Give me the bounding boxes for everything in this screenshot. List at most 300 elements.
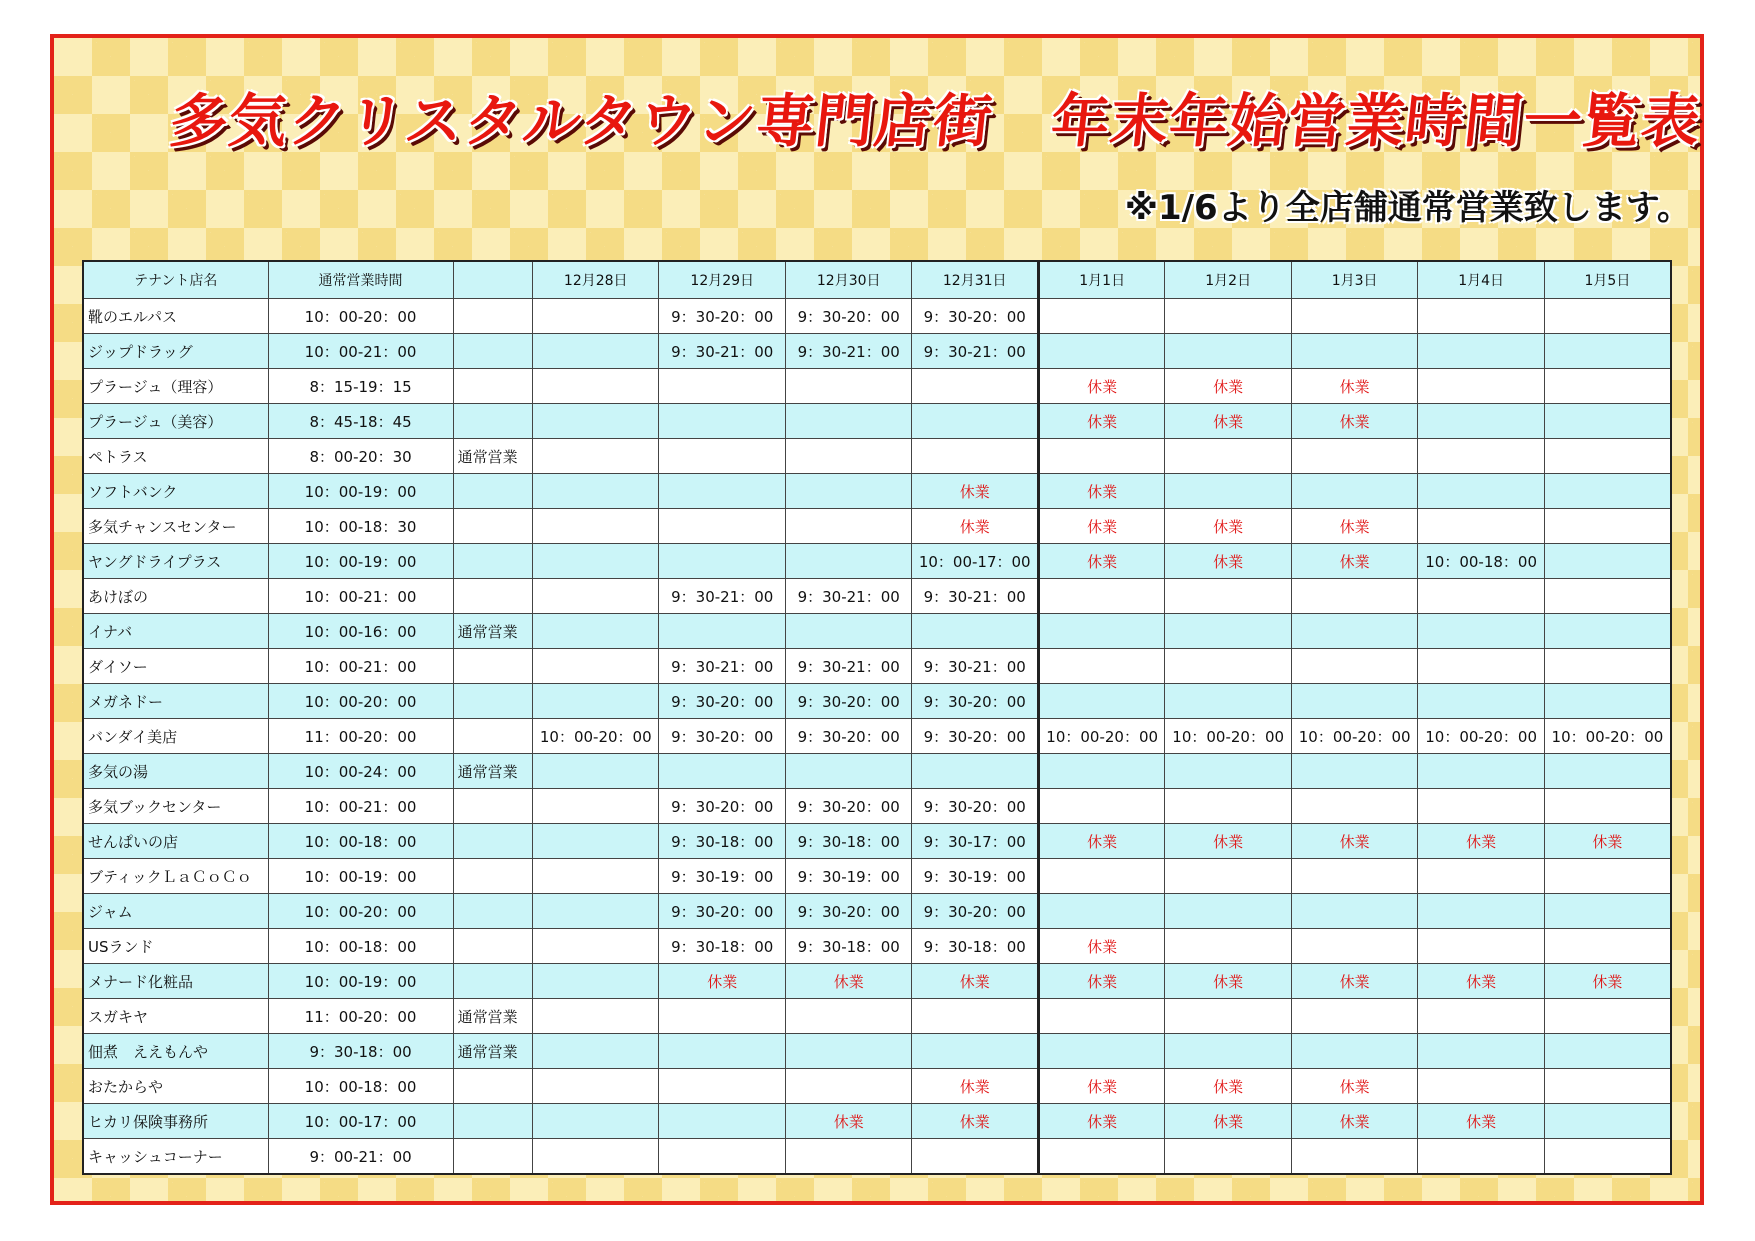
table-row — [83, 1034, 1671, 1069]
note-cell — [453, 369, 532, 404]
day-hours-cell — [1165, 789, 1291, 824]
regular-hours-cell: 10：00-16：00 — [268, 614, 453, 649]
day-hours-cell — [785, 439, 911, 474]
day-hours-cell — [1544, 334, 1671, 369]
day-hours-cell — [533, 439, 659, 474]
day-hours-cell — [912, 1139, 1038, 1175]
regular-hours-cell: 10：00-21：00 — [268, 789, 453, 824]
day-hours-cell: 9：30-19：00 — [659, 859, 785, 894]
day-hours-cell — [1291, 684, 1417, 719]
tenant-name-cell: あけぼの — [83, 579, 268, 614]
day-hours-cell — [1418, 1069, 1544, 1104]
note-cell: 通常営業 — [453, 999, 532, 1034]
day-hours-cell — [1418, 299, 1544, 334]
day-hours-cell — [659, 369, 785, 404]
day-hours-cell — [912, 1034, 1038, 1069]
regular-hours-cell: 10：00-19：00 — [268, 859, 453, 894]
day-hours-cell: 休業 — [1165, 509, 1291, 544]
day-hours-cell: 休業 — [1291, 964, 1417, 999]
day-hours-cell: 9：30-17：00 — [912, 824, 1038, 859]
day-hours-cell: 9：30-20：00 — [785, 894, 911, 929]
day-hours-cell — [1544, 299, 1671, 334]
day-hours-cell — [1544, 474, 1671, 509]
table-row — [83, 824, 1671, 859]
day-hours-cell — [1418, 439, 1544, 474]
day-hours-cell — [1038, 439, 1164, 474]
day-hours-cell: 休業 — [1038, 1104, 1164, 1139]
day-hours-cell: 休業 — [1038, 1069, 1164, 1104]
table-row — [83, 1139, 1671, 1175]
day-hours-cell — [1291, 859, 1417, 894]
day-hours-cell — [1418, 614, 1544, 649]
day-hours-cell — [1291, 474, 1417, 509]
column-header: 12月28日 — [533, 261, 659, 299]
day-hours-cell: 休業 — [1038, 509, 1164, 544]
day-hours-cell: 9：30-20：00 — [659, 789, 785, 824]
note-cell — [453, 684, 532, 719]
day-hours-cell — [1418, 754, 1544, 789]
day-hours-cell — [533, 824, 659, 859]
day-hours-cell — [533, 859, 659, 894]
day-hours-cell — [533, 334, 659, 369]
table-row — [83, 964, 1671, 999]
day-hours-cell — [1418, 1139, 1544, 1175]
table-row — [83, 474, 1671, 509]
day-hours-cell: 9：30-20：00 — [912, 299, 1038, 334]
regular-hours-cell: 10：00-19：00 — [268, 964, 453, 999]
day-hours-cell: 9：30-20：00 — [912, 684, 1038, 719]
day-hours-cell: 休業 — [1544, 964, 1671, 999]
day-hours-cell — [659, 614, 785, 649]
day-hours-cell — [1291, 894, 1417, 929]
note-cell: 通常営業 — [453, 1034, 532, 1069]
regular-hours-cell: 10：00-19：00 — [268, 544, 453, 579]
note-cell — [453, 649, 532, 684]
day-hours-cell: 休業 — [1165, 1104, 1291, 1139]
day-hours-cell: 休業 — [1165, 964, 1291, 999]
note-cell — [453, 824, 532, 859]
day-hours-cell: 休業 — [1165, 824, 1291, 859]
day-hours-cell — [1418, 579, 1544, 614]
day-hours-cell — [533, 789, 659, 824]
day-hours-cell: 休業 — [1038, 824, 1164, 859]
day-hours-cell: 9：30-21：00 — [785, 649, 911, 684]
day-hours-cell — [1418, 474, 1544, 509]
day-hours-cell: 9：30-20：00 — [785, 789, 911, 824]
day-hours-cell: 休業 — [785, 1104, 911, 1139]
column-header: 12月30日 — [785, 261, 911, 299]
note-cell — [453, 859, 532, 894]
regular-hours-cell: 8：00-20：30 — [268, 439, 453, 474]
day-hours-cell: 9：30-20：00 — [912, 719, 1038, 754]
day-hours-cell — [1165, 439, 1291, 474]
day-hours-cell: 9：30-21：00 — [912, 579, 1038, 614]
day-hours-cell — [1418, 649, 1544, 684]
day-hours-cell — [1165, 649, 1291, 684]
day-hours-cell — [659, 1034, 785, 1069]
day-hours-cell: 9：30-18：00 — [659, 929, 785, 964]
day-hours-cell: 休業 — [912, 509, 1038, 544]
day-hours-cell: 休業 — [1038, 544, 1164, 579]
day-hours-cell: 10：00-20：00 — [533, 719, 659, 754]
day-hours-cell — [785, 404, 911, 439]
day-hours-cell — [1544, 369, 1671, 404]
day-hours-cell — [533, 1034, 659, 1069]
day-hours-cell — [659, 509, 785, 544]
tenant-name-cell: プラージュ（美容） — [83, 404, 268, 439]
day-hours-cell — [1544, 894, 1671, 929]
table-row — [83, 579, 1671, 614]
table-row — [83, 894, 1671, 929]
day-hours-cell: 9：30-20：00 — [912, 894, 1038, 929]
day-hours-cell — [1418, 894, 1544, 929]
tenant-name-cell: プラージュ（理容） — [83, 369, 268, 404]
day-hours-cell: 休業 — [1291, 369, 1417, 404]
day-hours-cell — [1038, 789, 1164, 824]
day-hours-cell — [1544, 1034, 1671, 1069]
day-hours-cell: 休業 — [1165, 369, 1291, 404]
table-row — [83, 299, 1671, 334]
table-row — [83, 649, 1671, 684]
table-row — [83, 1104, 1671, 1139]
day-hours-cell: 休業 — [1165, 404, 1291, 439]
day-hours-cell: 9：30-19：00 — [912, 859, 1038, 894]
table-row — [83, 509, 1671, 544]
table-row — [83, 789, 1671, 824]
day-hours-cell — [912, 614, 1038, 649]
day-hours-cell: 9：30-21：00 — [659, 649, 785, 684]
tenant-name-cell: イナバ — [83, 614, 268, 649]
tenant-name-cell: せんぱいの店 — [83, 824, 268, 859]
day-hours-cell: 9：30-20：00 — [659, 894, 785, 929]
day-hours-cell — [533, 509, 659, 544]
day-hours-cell — [1544, 579, 1671, 614]
day-hours-cell: 10：00-20：00 — [1165, 719, 1291, 754]
day-hours-cell: 9：30-20：00 — [785, 299, 911, 334]
regular-hours-cell: 10：00-18：30 — [268, 509, 453, 544]
day-hours-cell — [1544, 1069, 1671, 1104]
column-header: 1月3日 — [1291, 261, 1417, 299]
day-hours-cell — [785, 1069, 911, 1104]
day-hours-cell — [912, 754, 1038, 789]
day-hours-cell — [1544, 649, 1671, 684]
day-hours-cell — [659, 754, 785, 789]
day-hours-cell — [1165, 929, 1291, 964]
day-hours-cell: 休業 — [1038, 404, 1164, 439]
day-hours-cell — [912, 999, 1038, 1034]
regular-hours-cell: 10：00-20：00 — [268, 894, 453, 929]
day-hours-cell: 休業 — [1291, 544, 1417, 579]
column-header: テナント店名 — [83, 261, 268, 299]
day-hours-cell — [533, 929, 659, 964]
day-hours-cell — [1291, 754, 1417, 789]
day-hours-cell: 休業 — [1418, 824, 1544, 859]
day-hours-cell: 9：30-20：00 — [785, 719, 911, 754]
regular-hours-cell: 11：00-20：00 — [268, 999, 453, 1034]
day-hours-cell — [533, 299, 659, 334]
tenant-name-cell: USランド — [83, 929, 268, 964]
day-hours-cell: 休業 — [1165, 544, 1291, 579]
tenant-name-cell: 佃煮 ええもんや — [83, 1034, 268, 1069]
day-hours-cell: 休業 — [1291, 509, 1417, 544]
day-hours-cell — [1165, 894, 1291, 929]
note-cell: 通常営業 — [453, 614, 532, 649]
day-hours-cell — [1544, 509, 1671, 544]
note-cell — [453, 789, 532, 824]
day-hours-cell — [785, 474, 911, 509]
note-cell — [453, 719, 532, 754]
day-hours-cell: 休業 — [1038, 964, 1164, 999]
table-row — [83, 1069, 1671, 1104]
day-hours-cell: 9：30-18：00 — [912, 929, 1038, 964]
day-hours-cell: 休業 — [912, 474, 1038, 509]
regular-hours-cell: 10：00-18：00 — [268, 929, 453, 964]
tenant-name-cell: 多気の湯 — [83, 754, 268, 789]
regular-hours-cell: 10：00-19：00 — [268, 474, 453, 509]
day-hours-cell: 9：30-21：00 — [659, 334, 785, 369]
day-hours-cell — [1038, 579, 1164, 614]
day-hours-cell — [785, 754, 911, 789]
regular-hours-cell: 8：15-19：15 — [268, 369, 453, 404]
note-cell — [453, 1104, 532, 1139]
notice-subtitle: ※1/6より全店舗通常営業致します。 — [1124, 188, 1691, 228]
day-hours-cell — [1544, 614, 1671, 649]
table-row — [83, 859, 1671, 894]
tenant-name-cell: ソフトバンク — [83, 474, 268, 509]
day-hours-cell: 休業 — [1418, 1104, 1544, 1139]
day-hours-cell — [1418, 369, 1544, 404]
regular-hours-cell: 8：45-18：45 — [268, 404, 453, 439]
tenant-name-cell: 多気ブックセンター — [83, 789, 268, 824]
day-hours-cell — [785, 509, 911, 544]
table-row — [83, 614, 1671, 649]
day-hours-cell: 休業 — [912, 1069, 1038, 1104]
day-hours-cell — [1291, 1034, 1417, 1069]
tenant-name-cell: ヤングドライプラス — [83, 544, 268, 579]
regular-hours-cell: 10：00-20：00 — [268, 684, 453, 719]
day-hours-cell — [659, 1069, 785, 1104]
day-hours-cell — [785, 999, 911, 1034]
tenant-name-cell: ペトラス — [83, 439, 268, 474]
day-hours-cell: 10：00-18：00 — [1418, 544, 1544, 579]
day-hours-cell — [1418, 509, 1544, 544]
day-hours-cell: 9：30-21：00 — [912, 334, 1038, 369]
day-hours-cell — [1165, 859, 1291, 894]
day-hours-cell — [533, 999, 659, 1034]
day-hours-cell: 9：30-18：00 — [785, 929, 911, 964]
day-hours-cell — [1418, 859, 1544, 894]
day-hours-cell — [659, 544, 785, 579]
day-hours-cell — [1291, 929, 1417, 964]
day-hours-cell — [1038, 859, 1164, 894]
day-hours-cell — [533, 614, 659, 649]
tenant-name-cell: ダイソー — [83, 649, 268, 684]
day-hours-cell: 休業 — [1291, 1104, 1417, 1139]
day-hours-cell — [659, 1139, 785, 1175]
day-hours-cell — [1544, 1104, 1671, 1139]
column-header: 12月29日 — [659, 261, 785, 299]
day-hours-cell — [1165, 614, 1291, 649]
regular-hours-cell: 10：00-21：00 — [268, 579, 453, 614]
column-header — [453, 261, 532, 299]
table-row — [83, 999, 1671, 1034]
note-cell — [453, 964, 532, 999]
day-hours-cell — [1291, 579, 1417, 614]
day-hours-cell — [1165, 474, 1291, 509]
day-hours-cell — [1165, 1034, 1291, 1069]
table-row — [83, 684, 1671, 719]
day-hours-cell — [1544, 754, 1671, 789]
note-cell: 通常営業 — [453, 754, 532, 789]
day-hours-cell — [1165, 754, 1291, 789]
day-hours-cell — [1165, 579, 1291, 614]
table-row — [83, 929, 1671, 964]
regular-hours-cell: 10：00-18：00 — [268, 824, 453, 859]
day-hours-cell — [1291, 999, 1417, 1034]
day-hours-cell — [1038, 1034, 1164, 1069]
day-hours-cell — [785, 614, 911, 649]
day-hours-cell — [533, 1139, 659, 1175]
tenant-name-cell: メガネドー — [83, 684, 268, 719]
day-hours-cell — [1291, 1139, 1417, 1175]
day-hours-cell — [785, 544, 911, 579]
day-hours-cell: 10：00-20：00 — [1418, 719, 1544, 754]
day-hours-cell — [1544, 929, 1671, 964]
day-hours-cell — [1418, 334, 1544, 369]
day-hours-cell: 9：30-20：00 — [785, 684, 911, 719]
day-hours-cell — [1418, 789, 1544, 824]
day-hours-cell: 9：30-21：00 — [659, 579, 785, 614]
day-hours-cell: 休業 — [1038, 474, 1164, 509]
day-hours-cell — [1038, 684, 1164, 719]
day-hours-cell: 休業 — [1544, 824, 1671, 859]
day-hours-cell: 休業 — [1165, 1069, 1291, 1104]
day-hours-cell: 9：30-20：00 — [912, 789, 1038, 824]
day-hours-cell — [1038, 614, 1164, 649]
table-row — [83, 334, 1671, 369]
column-header: 1月5日 — [1544, 261, 1671, 299]
day-hours-cell — [533, 754, 659, 789]
tenant-name-cell: メナード化粧品 — [83, 964, 268, 999]
schedule-table — [82, 260, 1672, 1175]
day-hours-cell — [1165, 684, 1291, 719]
day-hours-cell: 休業 — [912, 964, 1038, 999]
day-hours-cell — [1418, 1034, 1544, 1069]
regular-hours-cell: 11：00-20：00 — [268, 719, 453, 754]
day-hours-cell — [1544, 999, 1671, 1034]
regular-hours-cell: 10：00-18：00 — [268, 1069, 453, 1104]
day-hours-cell: 休業 — [1291, 824, 1417, 859]
day-hours-cell — [1165, 1139, 1291, 1175]
day-hours-cell — [659, 474, 785, 509]
day-hours-cell — [1291, 439, 1417, 474]
day-hours-cell — [1544, 439, 1671, 474]
day-hours-cell: 9：30-18：00 — [785, 824, 911, 859]
regular-hours-cell: 10：00-20：00 — [268, 299, 453, 334]
day-hours-cell — [659, 1104, 785, 1139]
note-cell — [453, 509, 532, 544]
tenant-name-cell: キャッシュコーナー — [83, 1139, 268, 1175]
day-hours-cell: 9：30-19：00 — [785, 859, 911, 894]
day-hours-cell — [533, 474, 659, 509]
day-hours-cell — [1544, 1139, 1671, 1175]
tenant-name-cell: ジップドラッグ — [83, 334, 268, 369]
day-hours-cell — [1291, 789, 1417, 824]
note-cell — [453, 1069, 532, 1104]
day-hours-cell — [1544, 859, 1671, 894]
day-hours-cell — [533, 649, 659, 684]
table-row — [83, 719, 1671, 754]
day-hours-cell — [1038, 1139, 1164, 1175]
table-row — [83, 544, 1671, 579]
tenant-name-cell: ブティックＬａＣｏＣｏ — [83, 859, 268, 894]
day-hours-cell — [659, 999, 785, 1034]
note-cell — [453, 474, 532, 509]
day-hours-cell: 9：30-21：00 — [785, 579, 911, 614]
day-hours-cell — [1544, 684, 1671, 719]
day-hours-cell: 休業 — [785, 964, 911, 999]
day-hours-cell: 9：30-20：00 — [659, 299, 785, 334]
tenant-name-cell: 多気チャンスセンター — [83, 509, 268, 544]
day-hours-cell — [533, 404, 659, 439]
day-hours-cell — [533, 1069, 659, 1104]
day-hours-cell — [1038, 649, 1164, 684]
day-hours-cell — [1165, 299, 1291, 334]
day-hours-cell — [1038, 999, 1164, 1034]
day-hours-cell: 9：30-21：00 — [785, 334, 911, 369]
day-hours-cell — [1291, 649, 1417, 684]
day-hours-cell — [1165, 999, 1291, 1034]
day-hours-cell: 休業 — [1038, 369, 1164, 404]
day-hours-cell — [1038, 894, 1164, 929]
day-hours-cell: 休業 — [1038, 929, 1164, 964]
page-title: 多気クリスタルタウン専門店街 年末年始営業時間一覧表 — [166, 87, 1705, 155]
day-hours-cell — [533, 544, 659, 579]
day-hours-cell — [533, 894, 659, 929]
day-hours-cell: 10：00-20：00 — [1544, 719, 1671, 754]
day-hours-cell — [533, 964, 659, 999]
regular-hours-cell: 9：30-18：00 — [268, 1034, 453, 1069]
day-hours-cell: 10：00-20：00 — [1038, 719, 1164, 754]
regular-hours-cell: 9：00-21：00 — [268, 1139, 453, 1175]
day-hours-cell — [1418, 404, 1544, 439]
day-hours-cell — [1291, 299, 1417, 334]
note-cell — [453, 579, 532, 614]
day-hours-cell: 10：00-20：00 — [1291, 719, 1417, 754]
day-hours-cell — [912, 369, 1038, 404]
tenant-name-cell: 靴のエルパス — [83, 299, 268, 334]
day-hours-cell — [1544, 544, 1671, 579]
note-cell — [453, 894, 532, 929]
day-hours-cell — [659, 404, 785, 439]
day-hours-cell — [659, 439, 785, 474]
day-hours-cell — [533, 1104, 659, 1139]
day-hours-cell: 休業 — [1418, 964, 1544, 999]
day-hours-cell — [785, 1139, 911, 1175]
day-hours-cell — [1418, 999, 1544, 1034]
note-cell — [453, 299, 532, 334]
regular-hours-cell: 10：00-17：00 — [268, 1104, 453, 1139]
day-hours-cell: 休業 — [659, 964, 785, 999]
regular-hours-cell: 10：00-24：00 — [268, 754, 453, 789]
day-hours-cell — [1418, 684, 1544, 719]
column-header: 1月2日 — [1165, 261, 1291, 299]
column-header: 通常営業時間 — [268, 261, 453, 299]
day-hours-cell — [1038, 334, 1164, 369]
day-hours-cell: 休業 — [1291, 404, 1417, 439]
tenant-name-cell: ジャム — [83, 894, 268, 929]
day-hours-cell: 10：00-17：00 — [912, 544, 1038, 579]
